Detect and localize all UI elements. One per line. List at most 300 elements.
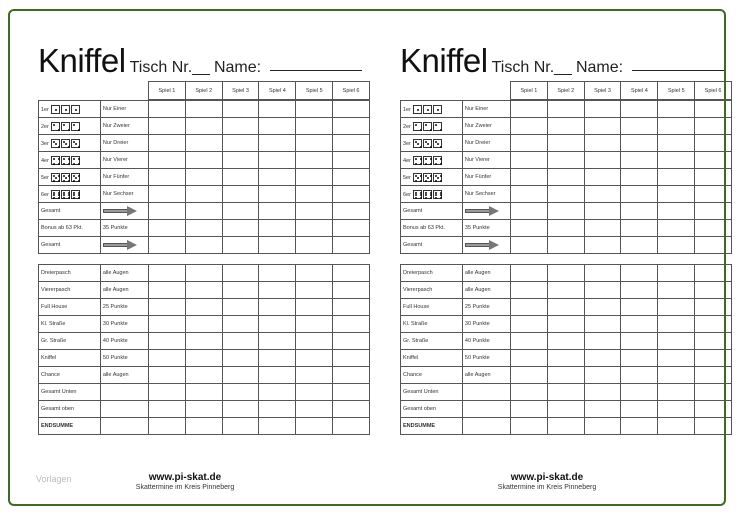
score-cell[interactable] (658, 282, 695, 299)
score-cell[interactable] (222, 135, 259, 152)
score-cell[interactable] (621, 152, 658, 169)
row-rule: Nur Fünfer (100, 169, 148, 186)
score-cell[interactable] (621, 418, 658, 435)
score-cell[interactable] (621, 316, 658, 333)
score-cell[interactable] (148, 401, 185, 418)
score-cell[interactable] (510, 152, 547, 169)
die-3-icon (61, 139, 70, 148)
score-cell[interactable] (658, 237, 695, 254)
row-rule: Nur Sechser (100, 186, 148, 203)
score-cell[interactable] (222, 401, 259, 418)
score-cell[interactable] (584, 333, 621, 350)
game-header-5: Spiel 5 (296, 82, 333, 100)
score-cell[interactable] (510, 265, 547, 282)
score-cell[interactable] (695, 135, 732, 152)
score-cell[interactable] (547, 350, 584, 367)
row-label: Kl. Straße (401, 316, 463, 333)
score-cell[interactable] (222, 169, 259, 186)
score-cell[interactable] (510, 316, 547, 333)
score-cell[interactable] (510, 333, 547, 350)
score-cell[interactable] (510, 169, 547, 186)
score-cell[interactable] (185, 135, 222, 152)
score-cell[interactable] (296, 265, 333, 282)
score-cell[interactable] (148, 282, 185, 299)
row-rule (100, 401, 148, 418)
game-header-3: Spiel 3 (584, 82, 621, 100)
row-label: Dreierpasch (39, 265, 101, 282)
score-cell[interactable] (510, 101, 547, 118)
score-cell[interactable] (259, 384, 296, 401)
score-cell[interactable] (658, 152, 695, 169)
score-cell[interactable] (259, 135, 296, 152)
score-cell[interactable] (695, 152, 732, 169)
score-cell[interactable] (584, 220, 621, 237)
footer-subtitle: Skattermine im Kreis Pinneberg (497, 484, 597, 491)
score-cell[interactable] (296, 152, 333, 169)
score-cell[interactable] (148, 265, 185, 282)
score-cell[interactable] (296, 367, 333, 384)
dice-group (413, 156, 442, 165)
score-cell[interactable] (547, 316, 584, 333)
score-cell[interactable] (296, 282, 333, 299)
score-cell[interactable] (584, 152, 621, 169)
score-cell[interactable] (148, 299, 185, 316)
score-cell[interactable] (148, 169, 185, 186)
score-cell[interactable] (185, 265, 222, 282)
table-row (401, 265, 732, 282)
row-rule: alle Augen (100, 265, 148, 282)
score-cell[interactable] (621, 350, 658, 367)
score-cell[interactable] (547, 384, 584, 401)
score-cell[interactable] (695, 101, 732, 118)
table-row (401, 101, 732, 118)
score-cell[interactable] (510, 237, 547, 254)
die-1-icon (71, 105, 80, 114)
row-rule: 25 Punkte (462, 299, 510, 316)
score-cell[interactable] (148, 316, 185, 333)
score-cell[interactable] (658, 316, 695, 333)
table-row (39, 316, 370, 333)
score-cell[interactable] (621, 299, 658, 316)
die-6-icon (433, 190, 442, 199)
score-cell[interactable] (148, 384, 185, 401)
score-cell[interactable] (547, 152, 584, 169)
score-cell[interactable] (296, 401, 333, 418)
score-cell[interactable] (658, 367, 695, 384)
row-label: Gesamt Unten (39, 384, 101, 401)
score-cell[interactable] (296, 203, 333, 220)
score-cell[interactable] (695, 384, 732, 401)
score-cell[interactable] (259, 316, 296, 333)
score-cell[interactable] (621, 101, 658, 118)
score-cell[interactable] (584, 350, 621, 367)
score-cell[interactable] (296, 135, 333, 152)
score-cell[interactable] (584, 282, 621, 299)
row-label: Gesamt oben (401, 401, 463, 418)
score-cell[interactable] (621, 220, 658, 237)
score-cell[interactable] (259, 118, 296, 135)
score-cell[interactable] (148, 418, 185, 435)
score-cell[interactable] (547, 418, 584, 435)
score-cell[interactable] (510, 186, 547, 203)
die-4-icon (71, 156, 80, 165)
score-cell[interactable] (547, 299, 584, 316)
score-cell[interactable] (185, 316, 222, 333)
score-cell[interactable] (695, 333, 732, 350)
footer-url[interactable]: www.pi-skat.de (510, 472, 584, 483)
score-cell[interactable] (185, 299, 222, 316)
score-cell[interactable] (222, 418, 259, 435)
score-cell[interactable] (547, 220, 584, 237)
score-cell[interactable] (658, 186, 695, 203)
name-label: Name: (213, 59, 262, 76)
die-2-icon (433, 122, 442, 131)
score-cell[interactable] (695, 367, 732, 384)
score-cell[interactable] (148, 333, 185, 350)
table-row (39, 169, 370, 186)
score-cell[interactable] (222, 186, 259, 203)
score-cell[interactable] (547, 101, 584, 118)
score-cell[interactable] (547, 265, 584, 282)
arrow-cell (100, 237, 148, 254)
score-cell[interactable] (259, 333, 296, 350)
score-cell[interactable] (658, 203, 695, 220)
row-rule: 50 Punkte (462, 350, 510, 367)
score-cell[interactable] (296, 169, 333, 186)
score-cell[interactable] (222, 237, 259, 254)
score-cell[interactable] (695, 203, 732, 220)
score-cell[interactable] (584, 316, 621, 333)
arrow-right-icon (465, 241, 499, 249)
score-cell[interactable] (658, 101, 695, 118)
table-row (401, 401, 732, 418)
die-5-icon (423, 173, 432, 182)
score-cell[interactable] (695, 220, 732, 237)
row-label: Kniffel (39, 350, 101, 367)
bonus-label: Bonus ab 63 Pkt. (39, 220, 101, 237)
score-cell[interactable] (222, 316, 259, 333)
row-rule: Nur Fünfer (462, 169, 510, 186)
score-cell[interactable] (148, 220, 185, 237)
dice-group (413, 139, 442, 148)
table-row (401, 282, 732, 299)
score-cell[interactable] (148, 350, 185, 367)
row-label: Chance (39, 367, 101, 384)
table-number-label: Tisch Nr.__ (491, 59, 572, 76)
row-rule: Nur Dreier (462, 135, 510, 152)
score-cell[interactable] (222, 152, 259, 169)
score-cell[interactable] (621, 333, 658, 350)
score-cell[interactable] (695, 169, 732, 186)
bonus-rule: 35 Punkte (100, 220, 148, 237)
die-5-icon (51, 173, 60, 182)
score-cell[interactable] (222, 367, 259, 384)
score-cell[interactable] (584, 118, 621, 135)
watermark: Vorlagen (36, 474, 72, 484)
score-cell[interactable] (148, 101, 185, 118)
score-cell[interactable] (695, 265, 732, 282)
gesamt-label: Gesamt (39, 237, 101, 254)
score-cell[interactable] (222, 350, 259, 367)
score-cell[interactable] (296, 237, 333, 254)
score-cell[interactable] (259, 237, 296, 254)
row-label-text: 1er (41, 106, 49, 113)
lower-section-table (400, 264, 732, 435)
game-header-4: Spiel 4 (259, 82, 296, 100)
score-cell[interactable] (222, 220, 259, 237)
score-cell[interactable] (621, 169, 658, 186)
game-header-table (148, 81, 370, 100)
row-rule (100, 384, 148, 401)
score-cell[interactable] (547, 118, 584, 135)
score-cell[interactable] (185, 237, 222, 254)
score-cell[interactable] (510, 299, 547, 316)
score-cell[interactable] (621, 186, 658, 203)
score-cell[interactable] (259, 282, 296, 299)
score-cell[interactable] (510, 418, 547, 435)
score-cell[interactable] (222, 299, 259, 316)
score-cell[interactable] (222, 384, 259, 401)
row-rule: Nur Einer (462, 101, 510, 118)
gesamt-label: Gesamt (401, 237, 463, 254)
score-cell[interactable] (658, 401, 695, 418)
dice-group (413, 122, 442, 131)
table-row (401, 418, 732, 435)
score-cell[interactable] (510, 384, 547, 401)
score-cell[interactable] (148, 237, 185, 254)
score-cell[interactable] (695, 118, 732, 135)
score-cell[interactable] (695, 418, 732, 435)
score-cell[interactable] (658, 169, 695, 186)
table-row (401, 118, 732, 135)
dice-group (51, 190, 80, 199)
score-cell[interactable] (148, 135, 185, 152)
game-header-5: Spiel 5 (658, 82, 695, 100)
score-cell[interactable] (259, 186, 296, 203)
row-label-text: 2er (41, 123, 49, 130)
score-cell[interactable] (547, 186, 584, 203)
score-cell[interactable] (510, 282, 547, 299)
score-cell[interactable] (658, 265, 695, 282)
row-label: Chance (401, 367, 463, 384)
score-cell[interactable] (695, 299, 732, 316)
table-row (401, 135, 732, 152)
row-rule: 50 Punkte (100, 350, 148, 367)
score-cell[interactable] (296, 101, 333, 118)
score-cell[interactable] (584, 384, 621, 401)
score-cell[interactable] (185, 152, 222, 169)
arrow-cell (462, 203, 510, 220)
score-cell[interactable] (259, 350, 296, 367)
score-cell[interactable] (222, 333, 259, 350)
score-cell[interactable] (259, 220, 296, 237)
row-label: Kniffel (401, 350, 463, 367)
row-rule: 25 Punkte (100, 299, 148, 316)
score-cell[interactable] (584, 186, 621, 203)
score-cell[interactable] (185, 333, 222, 350)
score-cell[interactable] (296, 316, 333, 333)
score-cell[interactable] (185, 401, 222, 418)
score-cell[interactable] (584, 169, 621, 186)
die-5-icon (433, 173, 442, 182)
score-cell[interactable] (185, 118, 222, 135)
score-cell[interactable] (296, 333, 333, 350)
score-cell[interactable] (185, 418, 222, 435)
score-cell[interactable] (148, 186, 185, 203)
score-cell[interactable] (621, 367, 658, 384)
score-cell[interactable] (547, 333, 584, 350)
score-cell[interactable] (185, 169, 222, 186)
score-cell[interactable] (510, 203, 547, 220)
score-cell[interactable] (296, 186, 333, 203)
score-cell[interactable] (185, 220, 222, 237)
score-cell[interactable] (584, 135, 621, 152)
score-cell[interactable] (621, 401, 658, 418)
score-cell[interactable] (695, 401, 732, 418)
score-cell[interactable] (185, 203, 222, 220)
score-cell[interactable] (259, 169, 296, 186)
score-cell[interactable] (296, 299, 333, 316)
score-cell[interactable] (259, 401, 296, 418)
score-cell[interactable] (695, 237, 732, 254)
score-cell[interactable] (148, 118, 185, 135)
score-cell[interactable] (259, 418, 296, 435)
game-header-2: Spiel 2 (185, 82, 222, 100)
score-cell[interactable] (259, 203, 296, 220)
game-header-1: Spiel 1 (511, 82, 548, 100)
score-cell[interactable] (510, 367, 547, 384)
name-field[interactable] (632, 70, 724, 71)
score-cell[interactable] (259, 101, 296, 118)
score-cell[interactable] (584, 265, 621, 282)
score-cell[interactable] (547, 237, 584, 254)
die-6-icon (51, 190, 60, 199)
score-cell[interactable] (185, 384, 222, 401)
table-row (39, 299, 370, 316)
score-cell[interactable] (584, 418, 621, 435)
score-cell[interactable] (584, 367, 621, 384)
score-cell[interactable] (695, 282, 732, 299)
footer-url[interactable]: www.pi-skat.de (148, 472, 222, 483)
score-cell[interactable] (621, 384, 658, 401)
score-cell[interactable] (621, 237, 658, 254)
score-cell[interactable] (222, 101, 259, 118)
score-cell[interactable] (621, 282, 658, 299)
score-cell[interactable] (510, 220, 547, 237)
arrow-cell (100, 203, 148, 220)
score-cell[interactable] (547, 203, 584, 220)
score-cell[interactable] (584, 203, 621, 220)
row-label (39, 118, 101, 135)
score-cell[interactable] (584, 401, 621, 418)
table-row (401, 220, 732, 237)
die-5-icon (71, 173, 80, 182)
score-cell[interactable] (658, 135, 695, 152)
score-cell[interactable] (296, 220, 333, 237)
score-cell[interactable] (658, 418, 695, 435)
game-header-2: Spiel 2 (547, 82, 584, 100)
name-field[interactable] (270, 70, 362, 71)
score-cell[interactable] (185, 350, 222, 367)
score-cell[interactable] (621, 203, 658, 220)
row-label (401, 169, 463, 186)
score-cell[interactable] (658, 333, 695, 350)
score-cell[interactable] (584, 299, 621, 316)
row-label (401, 135, 463, 152)
bonus-rule: 35 Punkte (462, 220, 510, 237)
score-cell[interactable] (658, 118, 695, 135)
game-header-3: Spiel 3 (222, 82, 259, 100)
score-cell[interactable] (547, 169, 584, 186)
arrow-right-icon (103, 241, 137, 249)
score-cell[interactable] (296, 350, 333, 367)
score-cell[interactable] (621, 135, 658, 152)
score-cell[interactable] (148, 152, 185, 169)
score-cell[interactable] (185, 282, 222, 299)
score-cell[interactable] (695, 186, 732, 203)
row-label-text: 4er (41, 157, 49, 164)
die-4-icon (61, 156, 70, 165)
score-cell[interactable] (510, 118, 547, 135)
score-cell[interactable] (584, 101, 621, 118)
score-cell[interactable] (148, 367, 185, 384)
score-cell[interactable] (695, 350, 732, 367)
score-cell[interactable] (296, 418, 333, 435)
score-cell[interactable] (296, 118, 333, 135)
score-cell[interactable] (296, 384, 333, 401)
score-cell[interactable] (185, 101, 222, 118)
score-cell[interactable] (222, 118, 259, 135)
score-cell[interactable] (259, 152, 296, 169)
score-cell[interactable] (621, 118, 658, 135)
row-label (401, 118, 463, 135)
score-cell[interactable] (658, 350, 695, 367)
score-cell[interactable] (185, 367, 222, 384)
score-cell[interactable] (510, 135, 547, 152)
row-label: Full House (401, 299, 463, 316)
score-cell[interactable] (658, 384, 695, 401)
score-cell[interactable] (222, 265, 259, 282)
score-cell[interactable] (547, 135, 584, 152)
row-rule: 30 Punkte (462, 316, 510, 333)
score-cell[interactable] (547, 401, 584, 418)
score-cell[interactable] (510, 350, 547, 367)
die-4-icon (423, 156, 432, 165)
row-rule: Nur Sechser (462, 186, 510, 203)
score-cell[interactable] (259, 299, 296, 316)
score-cell[interactable] (222, 203, 259, 220)
table-row (39, 401, 370, 418)
score-cell[interactable] (584, 237, 621, 254)
score-cell[interactable] (547, 282, 584, 299)
row-rule (462, 418, 510, 435)
score-cell[interactable] (259, 265, 296, 282)
score-cell[interactable] (222, 282, 259, 299)
score-cell[interactable] (185, 186, 222, 203)
score-cell[interactable] (547, 367, 584, 384)
die-1-icon (413, 105, 422, 114)
score-cell[interactable] (658, 299, 695, 316)
score-cell[interactable] (148, 203, 185, 220)
score-cell[interactable] (621, 265, 658, 282)
row-rule: Nur Zweier (462, 118, 510, 135)
row-label-text: 4er (403, 157, 411, 164)
score-cell[interactable] (259, 367, 296, 384)
score-cell[interactable] (510, 401, 547, 418)
score-cell[interactable] (658, 220, 695, 237)
table-row (39, 350, 370, 367)
score-cell[interactable] (695, 316, 732, 333)
